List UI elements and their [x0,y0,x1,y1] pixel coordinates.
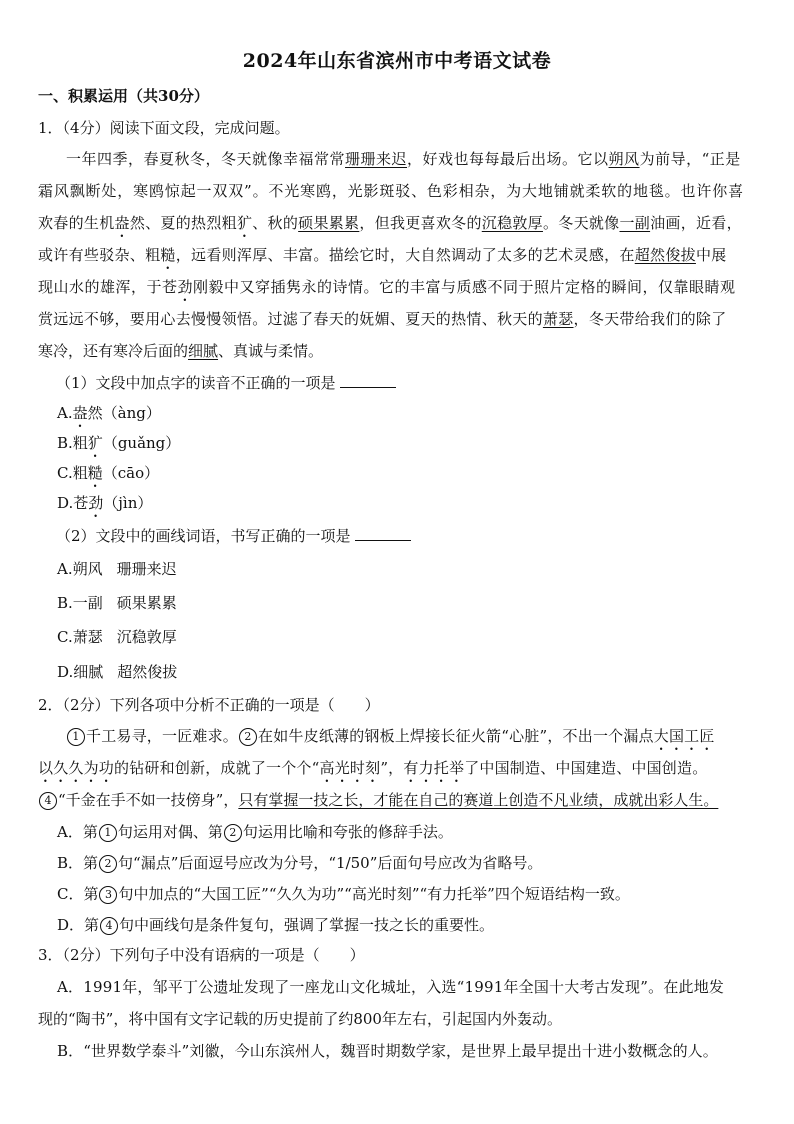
dotted-char: 糙 [160,246,176,264]
q2-passage-line: 以久久为功的钻研和创新，成就了一个个“高光时刻”，有力托举了中国制造、中国建造、中国创造。 [38,759,708,777]
q1-option2-a[interactable]: A.朔风 珊珊来迟 [57,560,177,578]
q1-passage-line: 寒冷，还有寒冷后面的细腻、真诚与柔情。 [38,342,324,360]
q3-option-a-cont: 现的“陶书”，将中国有文字记载的历史提前了约800年左右，引起国内外轰动。 [38,1010,562,1028]
q1-option-c[interactable]: C.粗糙（cāo） [57,464,160,482]
q2-option-c[interactable]: C．第 3 句中加点的“大国工匠”“久久为功”“高光时刻”“有力托举”四个短语结构一致。 [57,885,630,903]
q1-passage-line: 或许有些驳杂、粗糙，远看则浑厚、丰富。描绘它时，大自然调动了太多的艺术灵感，在超然俊拔中展 [38,246,727,264]
underlined-word: 萧瑟 [542,310,574,328]
underlined-sentence: 只有掌握一技之长，才能在自己的赛道上创造不凡业绩，成就出彩人生。 [238,791,719,809]
underlined-word: 一副 [619,214,651,232]
q2-option-a[interactable]: A．第 1 句运用对偶、第 2 句运用比喻和夸张的修辞手法。 [57,823,453,841]
q2-passage-line: 4 “千金在手不如一技傍身”，只有掌握一技之长，才能在自己的赛道上创造不凡业绩，成就出彩人生。 [38,790,718,810]
dotted-phrase: 以久久为功 [38,759,115,777]
answer-blank[interactable] [355,526,411,541]
circled-number: 2 [239,728,257,746]
q1-passage-line: 一年四季，春夏秋冬，冬天就像幸福常常珊珊来迟，好戏也每每最后出场。它以朔风为前导，“正是 [66,150,741,168]
dotted-phrase: 大国工匠 [653,727,715,745]
q1-passage-line: 霜风飘断处，寒鸥惊起一双双”。不光寒鸥，光影斑驳、色彩相杂，为大地铺就柔软的地毯。也许你喜 [38,182,744,200]
dotted-char: 劲 [177,278,194,296]
q2-option-d[interactable]: D．第 4 句中画线句是条件复句，强调了掌握一技之长的重要性。 [57,916,495,934]
q1-passage-line: 赏远远不够，要用心去慢慢领悟。过滤了春天的妩媚、夏天的热情、秋天的萧瑟，冬天带给我们的除了 [38,310,727,328]
underlined-word: 硕果累累 [298,214,360,232]
q1-option2-c[interactable]: C.萧瑟 沉稳敦厚 [57,628,177,646]
q1-passage-line: 现山水的雄浑，于苍劲刚毅中又穿插隽永的诗情。它的丰富与质感不同于照片定格的瞬间，仅靠眼睛观 [38,278,736,296]
q2-option-b[interactable]: B．第 2 句“漏点”后面逗号应改为分号，“1/50”后面句号应改为省略号。 [57,854,543,872]
answer-blank[interactable] [340,373,396,388]
dotted-phrase: 有力托举 [403,759,465,777]
q2-passage-line: 1 千工易寻，一匠难求。 2 在如牛皮纸薄的钢板上焊接长征火箭“心脏”，不出一个漏点大国工匠 [66,726,715,754]
underlined-word: 珊珊来迟 [345,150,408,168]
q1-sub2: （2）文段中的画线词语，书写正确的一项是 [56,526,411,546]
circled-number: 4 [39,792,57,810]
underlined-word: 细腻 [188,342,219,360]
q3-stem: 3．（2分）下列句子中没有语病的一项是（ ） [38,946,365,964]
dotted-char: 犷 [236,214,253,232]
circled-number: 1 [67,728,85,746]
underlined-word: 沉稳敦厚 [481,214,543,232]
dotted-char: 盎 [114,214,130,232]
q1-stem: 1．（4分）阅读下面文段，完成问题。 [38,119,290,137]
underlined-word: 朔风 [608,150,640,168]
q3-option-a[interactable]: A．1991年，邹平丁公遗址发现了一座龙山文化城址，入选“1991年全国十大考古发现”。在此地发 [57,978,725,996]
q1-option2-d[interactable]: D.细腻 超然俊拔 [57,663,178,681]
q1-option2-b[interactable]: B.一副 硕果累累 [57,594,177,612]
q2-stem: 2．（2分）下列各项中分析不正确的一项是（ ） [38,696,380,714]
q3-option-b[interactable]: B．“世界数学泰斗”刘徽，今山东滨州人，魏晋时期数学家，是世界上最早提出十进小数概念的人。 [57,1042,718,1060]
q1-option-a[interactable]: A.盎然（àng） [57,404,161,422]
section-heading: 一、积累运用（共30分） [38,87,209,105]
q1-option-d[interactable]: D.苍劲（jìn） [57,494,153,512]
underlined-word: 超然俊拔 [634,246,696,264]
page-title: 2024年山东省滨州市中考语文试卷 [242,50,552,72]
q1-option-b[interactable]: B.粗犷（guǎng） [57,434,181,452]
dotted-phrase: 高光时刻 [319,759,381,777]
q1-sub1: （1）文段中加点字的读音不正确的一项是 [56,373,396,393]
q1-passage-line: 欢春的生机盎然、夏的热烈粗犷、秋的硕果累累，但我更喜欢冬的沉稳敦厚。冬天就像一副油画，近看， [38,214,742,232]
